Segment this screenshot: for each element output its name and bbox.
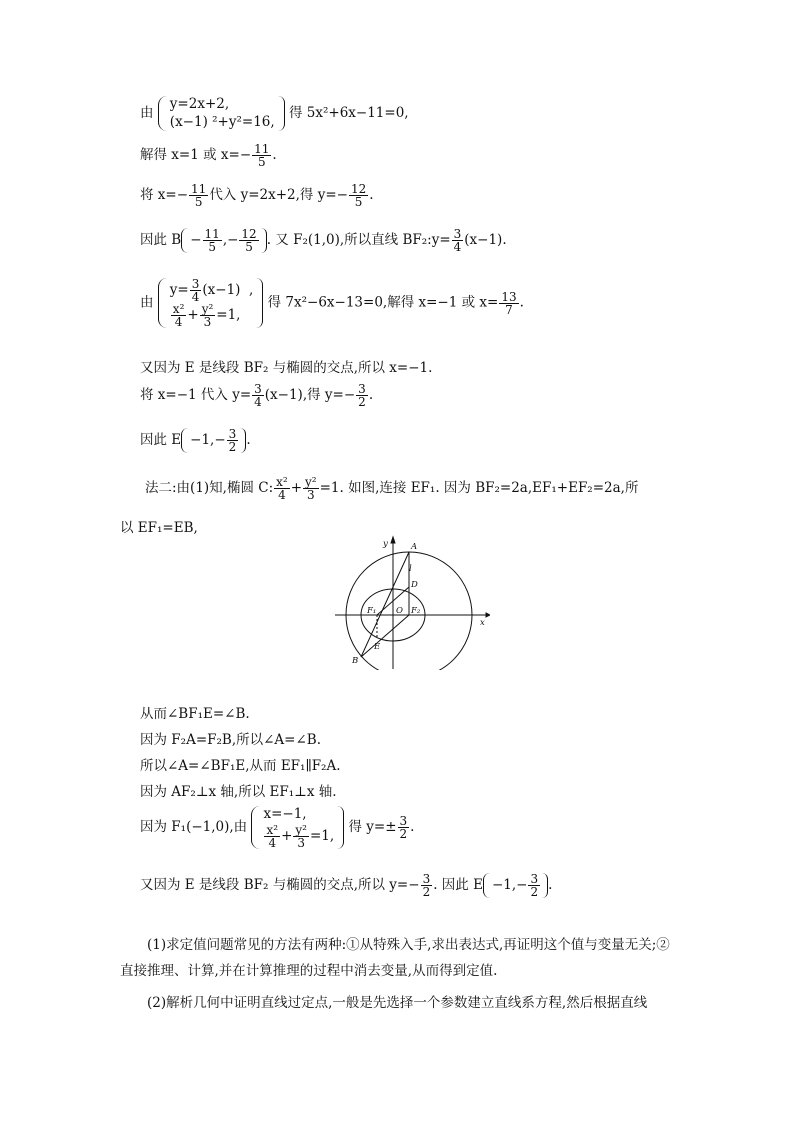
label-O: O [396,606,403,616]
y-axis-arrow [391,537,395,543]
line-bf2 [361,615,409,657]
eq-line-4: 因此 B − $\frac{11}{5}$ ,− $\frac{12}{5}$ . 又 F₂(1,0),所以直线 BF₂:y= $\frac{3}{4}$ (x−1). [140,227,507,254]
eq-line-5: 由 y= $\frac{3}{4}$ (x−1) , $\frac{\text{x²}}{4}$ + $\frac{\text{y²}}{3}$ =1, 得 7x²−6x−13=0,解得 x=−1 或 x= $\frac{13}{7}$ . [140,277,524,329]
label-F1: F₁ [367,606,377,616]
label-A: A [411,542,418,552]
label-x: x [480,618,485,628]
label-l: l [409,564,412,574]
eq-line-14: 因为 AF₂⊥x 轴,所以 EF₁⊥x 轴. [140,784,337,800]
eq-line-16: 又因为 E 是线段 BF₂ 与椭圆的交点,所以 y=− $\frac{3}{2}$ . 因此 E −1,− $\frac{3}{2}$ . [140,872,553,899]
eq-line-11: 从而∠BF₁E=∠B. [140,706,250,722]
eq-line-9: 法二:由(1)知,椭圆 C: $\frac{\text{x²}}{4}$ + $\frac{\text{y²}}{3}$ =1. 如图,连接 EF₁. 因为 BF₂=2a,EF₁+EF₂=2a,所 [145,475,639,502]
label-D: D [411,580,418,590]
equation-system: y=2x+2, (x−1) ²+y²=16, [158,96,285,131]
line-ab [361,552,409,657]
ellipse-circle-figure [330,535,490,670]
note-1: (1)求定值问题常见的方法有两种:①从特殊入手,求出表达式,再证明这个值与变量无关;②直接推理、计算,并在计算推理的过程中消去变量,从而得到定值. [120,937,670,979]
eq-line-8: 因此 E −1,− $\frac{3}{2}$ . [140,427,251,454]
eq-line-2: 解得 x=1 或 x=− $\frac{11}{5}$ . [140,142,277,169]
label-E: E [374,642,381,652]
label-B: B [352,656,359,666]
label-F2: F₂ [411,606,421,616]
eq-line-1: 由 y=2x+2, (x−1) ²+y²=16, 得 5x²+6x−11=0, [140,96,409,130]
eq-line-7: 将 x=−1 代入 y= $\frac{3}{4}$ (x−1),得 y=− $\frac{3}{2}$ . [140,382,374,409]
eq-line-15: 因为 F₁(−1,0),由 x=−1, $\frac{\text{x²}}{4}$ + $\frac{\text{y²}}{3}$ =1, 得 y=± $\frac{3}{2}$ . [140,806,415,850]
equation-system: x=−1, $\frac{\text{x²}}{4}$ + $\frac{\text{y²}}{3}$ =1, [251,806,344,849]
x-axis-arrow [486,613,490,617]
equation-system: y= $\frac{3}{4}$ (x−1) , $\frac{\text{x²}}{4}$ + $\frac{\text{y²}}{3}$ =1, [158,278,264,328]
eq-line-6: 又因为 E 是线段 BF₂ 与椭圆的交点,所以 x=−1. [140,360,433,376]
eq-line-10: 以 EF₁=EB, [120,520,198,536]
eq-line-13: 所以∠A=∠BF₁E,从而 EF₁∥F₂A. [140,758,341,774]
note-2: (2)解析几何中证明直线过定点,一般是先选择一个参数建立直线系方程,然后根据直线 [147,995,648,1011]
label-y: y [383,539,388,549]
eq-line-12: 因为 F₂A=F₂B,所以∠A=∠B. [140,732,322,748]
eq-line-3: 将 x=− $\frac{11}{5}$ 代入 y=2x+2,得 y=− $\frac{12}{5}$ . [140,182,374,209]
